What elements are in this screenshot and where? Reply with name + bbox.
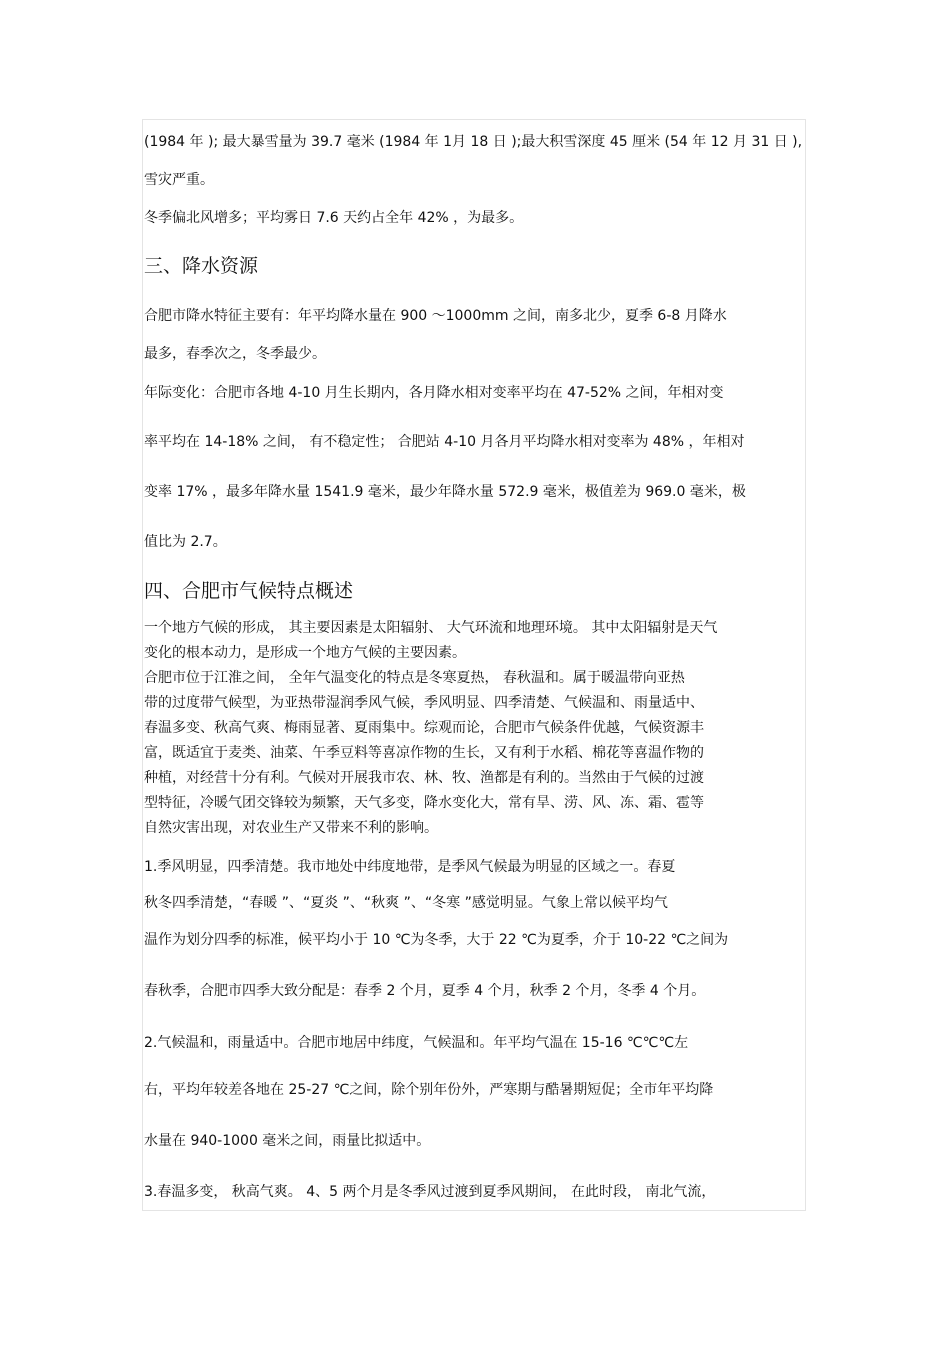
text-line: 种植，对经营十分有利。气候对开展我市农、林、牧、渔都是有利的。当然由于气候的过渡	[144, 770, 704, 786]
text-line: 型特征，冷暖气团交锋较为频繁，天气多变，降水变化大，常有旱、涝、风、冻、霜、雹等	[144, 795, 704, 811]
text-line: 春秋季，合肥市四季大致分配是：春季 2 个月，夏季 4 个月，秋季 2 个月，冬季 4 个月。	[144, 983, 706, 999]
text-line: 最多，春季次之，冬季最少。	[144, 346, 326, 362]
text-line: 2.气候温和，雨量适中。合肥市地居中纬度，气候温和。年平均气温在 15-16 ℃℃℃左	[144, 1035, 689, 1051]
text-line: 雪灾严重。	[144, 172, 214, 188]
text-line: 率平均在 14-18% 之间， 有不稳定性； 合肥站 4-10 月各月平均降水相对变率为 48% ，年相对	[144, 434, 745, 450]
text-line: 3.春温多变， 秋高气爽。 4、5 两个月是冬季风过渡到夏季风期间， 在此时段， 南北气流，	[144, 1184, 716, 1200]
text-line: 1.季风明显，四季清楚。我市地处中纬度地带，是季风气候最为明显的区域之一。春夏	[144, 859, 676, 875]
text-line: 合肥市降水特征主要有：年平均降水量在 900 ～1000mm 之间，南多北少，夏季 6-8 月降水	[144, 308, 727, 324]
text-line: 温作为划分四季的标准，候平均小于 10 ℃为冬季，大于 22 ℃为夏季，介于 10-22 ℃之间为	[144, 932, 729, 948]
section-heading: 三、降水资源	[144, 255, 259, 277]
text-line: (1984 年 ); 最大暴雪量为 39.7 毫米 (1984 年 1月 18 日 );最大积雪深度 45 厘米 (54 年 12 月 31 日 ),	[144, 134, 803, 150]
section-heading: 四、合肥市气候特点概述	[144, 580, 354, 602]
text-line: 右，平均年较差各地在 25-27 ℃之间，除个别年份外，严寒期与酷暑期短促；全市年平均降	[144, 1082, 714, 1098]
text-line: 值比为 2.7。	[144, 534, 227, 550]
text-line: 带的过度带气候型，为亚热带湿润季风气候，季风明显、四季清楚、气候温和、雨量适中、	[144, 695, 704, 711]
text-line: 富，既适宜于麦类、油菜、午季豆料等喜凉作物的生长，又有利于水稻、棉花等喜温作物的	[144, 745, 704, 761]
text-line: 水量在 940-1000 毫米之间，雨量比拟适中。	[144, 1133, 431, 1149]
text-line: 春温多变、秋高气爽、梅雨显著、夏雨集中。综观而论，合肥市气候条件优越，气候资源丰	[144, 720, 704, 736]
text-line: 冬季偏北风增多；平均雾日 7.6 天约占全年 42% ，为最多。	[144, 210, 524, 226]
text-line: 自然灾害出现，对农业生产又带来不利的影响。	[144, 820, 438, 836]
text-line: 秋冬四季清楚，“春暖 ”、“夏炎 ”、“秋爽 ”、“冬寒 ”感觉明显。气象上常以候平均气	[144, 895, 668, 911]
text-line: 一个地方气候的形成， 其主要因素是太阳辐射、 大气环流和地理环境。 其中太阳辐射是天气	[144, 620, 718, 636]
text-line: 变化的根本动力，是形成一个地方气候的主要因素。	[144, 645, 466, 661]
text-line: 变率 17% ，最多年降水量 1541.9 毫米，最少年降水量 572.9 毫米，极值差为 969.0 毫米，极	[144, 484, 746, 500]
text-line: 合肥市位于江淮之间， 全年气温变化的特点是冬寒夏热， 春秋温和。属于暖温带向亚热	[144, 670, 685, 686]
text-line: 年际变化：合肥市各地 4-10 月生长期内，各月降水相对变率平均在 47-52% 之间，年相对变	[144, 385, 724, 401]
